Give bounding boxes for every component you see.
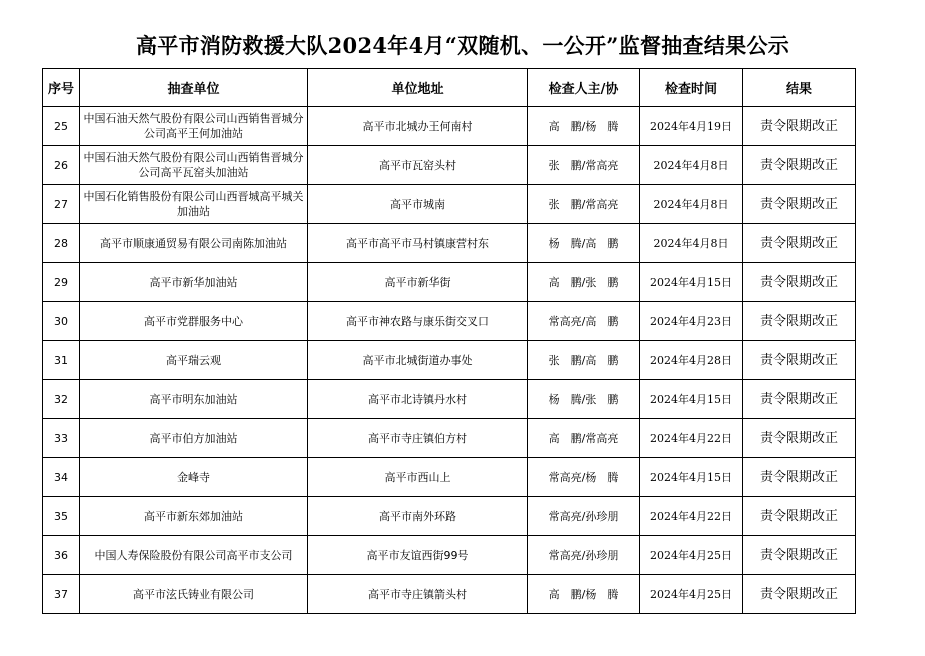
header-serial-number: 序号	[43, 69, 80, 107]
cell-inspected-unit: 高平市伯方加油站	[80, 419, 308, 458]
cell-serial-number: 31	[43, 341, 80, 380]
cell-inspection-date: 2024年4月19日	[640, 107, 743, 146]
table-row	[43, 107, 856, 146]
cell-inspection-date: 2024年4月15日	[640, 458, 743, 497]
cell-serial-number: 27	[43, 185, 80, 224]
cell-inspected-unit: 中国人寿保险股份有限公司高平市支公司	[80, 536, 308, 575]
cell-unit-address: 高平市北城街道办事处	[308, 341, 528, 380]
cell-unit-address: 高平市西山上	[308, 458, 528, 497]
cell-unit-address: 高平市北诗镇丹水村	[308, 380, 528, 419]
cell-inspected-unit: 金峰寺	[80, 458, 308, 497]
header-inspected-unit: 抽查单位	[80, 69, 308, 107]
cell-inspection-date: 2024年4月28日	[640, 341, 743, 380]
cell-inspection-date: 2024年4月8日	[640, 146, 743, 185]
cell-unit-address: 高平市寺庄镇伯方村	[308, 419, 528, 458]
table-row	[43, 146, 856, 185]
page-title: 高平市消防救援大队2024年4月“双随机、一公开”监督抽查结果公示	[135, 33, 790, 58]
cell-inspectors: 常高亮/孙珍朋	[528, 497, 640, 536]
header-inspectors: 检查人主/协	[528, 69, 640, 107]
cell-serial-number: 28	[43, 224, 80, 263]
cell-inspection-date: 2024年4月22日	[640, 419, 743, 458]
cell-unit-address: 高平市寺庄镇箭头村	[308, 575, 528, 614]
table-row	[43, 575, 856, 614]
cell-unit-address: 高平市城南	[308, 185, 528, 224]
cell-inspection-date: 2024年4月25日	[640, 536, 743, 575]
cell-inspectors: 杨 腾/张 鹏	[528, 380, 640, 419]
cell-unit-address: 高平市北城办王何南村	[308, 107, 528, 146]
cell-inspected-unit: 高平瑞云观	[80, 341, 308, 380]
cell-unit-address: 高平市友谊西街99号	[308, 536, 528, 575]
table-row	[43, 536, 856, 575]
cell-inspectors: 张 鹏/高 鹏	[528, 341, 640, 380]
cell-inspection-date: 2024年4月8日	[640, 224, 743, 263]
cell-inspected-unit: 高平市新华加油站	[80, 263, 308, 302]
cell-inspection-date: 2024年4月23日	[640, 302, 743, 341]
cell-result: 责令限期改正	[743, 497, 856, 536]
cell-serial-number: 26	[43, 146, 80, 185]
cell-inspectors: 高 鹏/常高亮	[528, 419, 640, 458]
cell-unit-address: 高平市南外环路	[308, 497, 528, 536]
header-result: 结果	[743, 69, 856, 107]
cell-inspectors: 常高亮/高 鹏	[528, 302, 640, 341]
cell-inspectors: 常高亮/杨 腾	[528, 458, 640, 497]
cell-unit-address: 高平市神农路与康乐街交叉口	[308, 302, 528, 341]
cell-serial-number: 37	[43, 575, 80, 614]
cell-serial-number: 30	[43, 302, 80, 341]
cell-inspection-date: 2024年4月8日	[640, 185, 743, 224]
cell-inspectors: 高 鹏/杨 腾	[528, 575, 640, 614]
table-row	[43, 497, 856, 536]
table-row	[43, 263, 856, 302]
cell-unit-address: 高平市瓦窑头村	[308, 146, 528, 185]
cell-inspected-unit: 高平市党群服务中心	[80, 302, 308, 341]
table-row	[43, 458, 856, 497]
header-inspection-date: 检查时间	[640, 69, 743, 107]
cell-result: 责令限期改正	[743, 224, 856, 263]
cell-unit-address: 高平市新华街	[308, 263, 528, 302]
cell-result: 责令限期改正	[743, 536, 856, 575]
table-row	[43, 302, 856, 341]
cell-inspectors: 高 鹏/张 鹏	[528, 263, 640, 302]
cell-result: 责令限期改正	[743, 263, 856, 302]
cell-serial-number: 34	[43, 458, 80, 497]
table-row	[43, 380, 856, 419]
cell-inspectors: 杨 腾/高 鹏	[528, 224, 640, 263]
cell-result: 责令限期改正	[743, 458, 856, 497]
cell-inspected-unit: 中国石化销售股份有限公司山西晋城高平城关加油站	[80, 185, 308, 224]
table-body	[43, 107, 856, 614]
cell-inspection-date: 2024年4月25日	[640, 575, 743, 614]
cell-unit-address: 高平市高平市马村镇康营村东	[308, 224, 528, 263]
cell-inspected-unit: 中国石油天然气股份有限公司山西销售晋城分公司高平瓦窑头加油站	[80, 146, 308, 185]
table-header-row	[43, 69, 856, 107]
cell-result: 责令限期改正	[743, 380, 856, 419]
cell-result: 责令限期改正	[743, 419, 856, 458]
cell-inspection-date: 2024年4月15日	[640, 380, 743, 419]
table-row	[43, 419, 856, 458]
cell-inspectors: 张 鹏/常高亮	[528, 185, 640, 224]
cell-serial-number: 36	[43, 536, 80, 575]
cell-inspectors: 张 鹏/常高亮	[528, 146, 640, 185]
cell-inspected-unit: 高平市明东加油站	[80, 380, 308, 419]
cell-serial-number: 33	[43, 419, 80, 458]
table-row	[43, 224, 856, 263]
cell-result: 责令限期改正	[743, 107, 856, 146]
cell-inspectors: 高 鹏/杨 腾	[528, 107, 640, 146]
inspection-results-table	[42, 68, 856, 614]
cell-result: 责令限期改正	[743, 341, 856, 380]
cell-serial-number: 25	[43, 107, 80, 146]
cell-inspected-unit: 中国石油天然气股份有限公司山西销售晋城分公司高平王何加油站	[80, 107, 308, 146]
header-unit-address: 单位地址	[308, 69, 528, 107]
cell-serial-number: 35	[43, 497, 80, 536]
cell-inspected-unit: 高平市新东郊加油站	[80, 497, 308, 536]
table-row	[43, 185, 856, 224]
cell-inspection-date: 2024年4月15日	[640, 263, 743, 302]
cell-inspected-unit: 高平市顺康通贸易有限公司南陈加油站	[80, 224, 308, 263]
cell-inspected-unit: 高平市泫氏铸业有限公司	[80, 575, 308, 614]
table-row	[43, 341, 856, 380]
cell-result: 责令限期改正	[743, 185, 856, 224]
cell-inspectors: 常高亮/孙珍朋	[528, 536, 640, 575]
cell-result: 责令限期改正	[743, 575, 856, 614]
cell-serial-number: 29	[43, 263, 80, 302]
cell-result: 责令限期改正	[743, 302, 856, 341]
cell-serial-number: 32	[43, 380, 80, 419]
cell-inspection-date: 2024年4月22日	[640, 497, 743, 536]
cell-result: 责令限期改正	[743, 146, 856, 185]
